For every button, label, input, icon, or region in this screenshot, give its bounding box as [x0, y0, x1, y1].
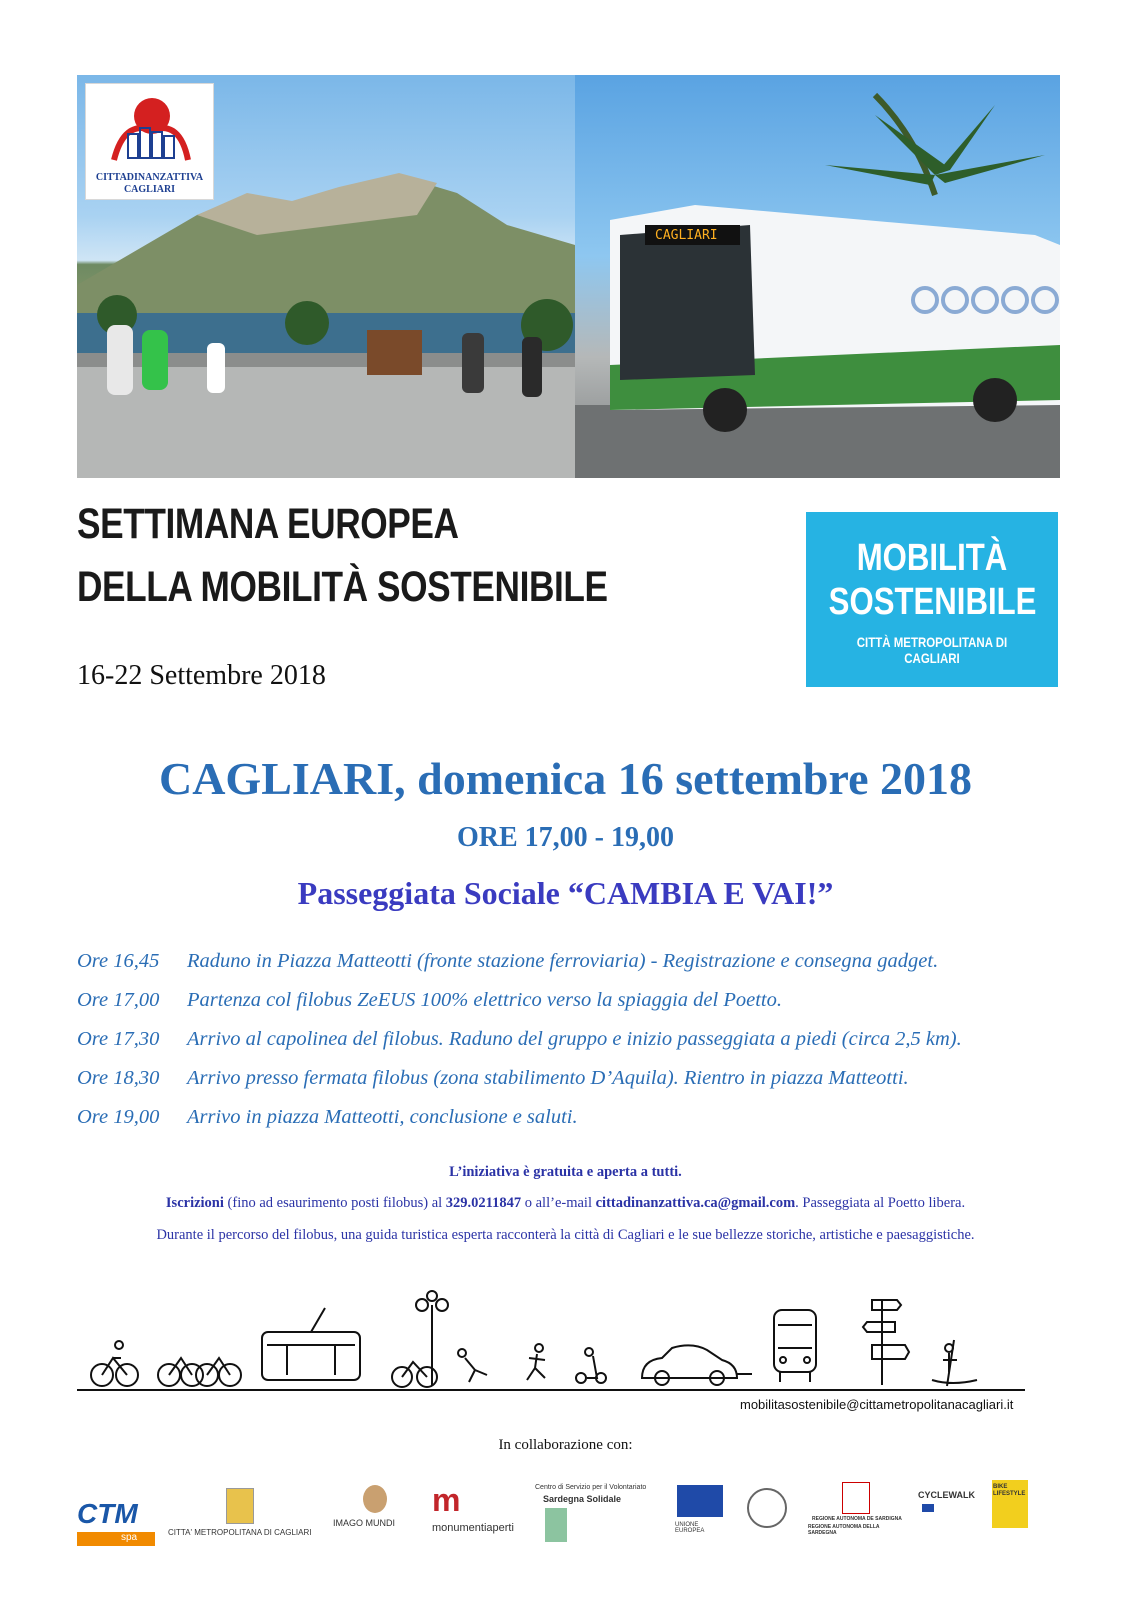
registration-email[interactable]: cittadinanzattiva.ca@gmail.com: [595, 1195, 796, 1211]
cittadinanzattiva-logo: [85, 83, 214, 200]
registration-text-3: . Passeggiata al Poetto libera.: [795, 1195, 966, 1211]
signpost-icon: [863, 1300, 909, 1385]
tandem-bicycles-icon: [158, 1358, 241, 1386]
sardegna-solidale-logo: Centro di Servizio per il Volontariato Sardegna Solidale: [535, 1480, 655, 1550]
sardinia-icon: [545, 1508, 567, 1542]
seafront-photo: [77, 75, 575, 478]
event-title-line1: SETTIMANA EUROPEA: [77, 500, 459, 548]
italy-emblem-logo: [745, 1480, 785, 1550]
event-dates: 16-22 Settembre 2018: [77, 660, 326, 691]
event-title-line2: DELLA MOBILITÀ SOSTENIBILE: [77, 563, 608, 611]
trolleybus-photo: [575, 75, 1060, 478]
ctm-logo: CTM spa: [77, 1480, 155, 1550]
guide-info: Durante il percorso del filobus, una guida turistica esperta racconterà la città di Cagliari e le sue bellezze storiche, artistiche e paesaggistiche.: [156, 1227, 975, 1243]
schedule-time: Ore 17,30: [77, 1028, 160, 1050]
schedule-item: [77, 950, 1117, 989]
electric-car-icon: [642, 1345, 752, 1385]
cyclewalk-logo: CYCLEWALK: [918, 1480, 978, 1550]
republic-emblem-icon: [747, 1488, 787, 1528]
bike-streetlamp-icon: [392, 1291, 448, 1387]
badge-subtitle: CITTÀ METROPOLITANA DI CAGLIARI: [856, 634, 1008, 666]
logo-text: CITTADINANZATTIVA CAGLIARI: [95, 172, 204, 195]
schedule-text: Arrivo al capolinea del filobus. Raduno del gruppo e inizio passeggiata a piedi (circa 2,5 km).: [187, 1028, 962, 1050]
schedule-text: Partenza col filobus ZeEUS 100% elettrico verso la spiaggia del Poetto.: [187, 989, 782, 1011]
eu-flag-small-icon: [922, 1504, 934, 1512]
mobilita-sostenibile-badge: [806, 512, 1058, 687]
schedule-time: Ore 17,00: [77, 989, 160, 1011]
schedule-item: [77, 989, 1117, 1028]
collaboration-label: In collaborazione con:: [498, 1437, 633, 1453]
coat-of-arms-icon: [226, 1488, 254, 1524]
badge-line2: SOSTENIBILE: [828, 581, 1037, 623]
eu-flag-icon: [677, 1485, 723, 1517]
schedule-item: [77, 1028, 1117, 1067]
svg-text:CAGLIARI: CAGLIARI: [655, 228, 718, 243]
trolleybus-illustration: [575, 75, 1060, 478]
regione-sardegna-logo: REGIONE AUTONOMA DE SARDIGNA REGIONE AUTONOMA DELLA SARDEGNA: [808, 1480, 908, 1550]
bike-lifestyle-logo: BIKE LIFESTYLE: [992, 1480, 1030, 1550]
badge-line1: MOBILITÀ: [856, 537, 1008, 579]
schedule-text: Arrivo in piazza Matteotti, conclusione e saluti.: [187, 1106, 578, 1128]
schedule-item: [77, 1106, 1117, 1145]
schedule-time: Ore 19,00: [77, 1106, 160, 1128]
schedule-item: [77, 1067, 1117, 1106]
tram-icon: [262, 1308, 360, 1380]
runner-icon: [527, 1344, 545, 1380]
hero-photos: [77, 75, 1060, 478]
bus-icon: [774, 1310, 816, 1382]
paddleboard-icon: [932, 1340, 977, 1386]
icon-strip-baseline: [77, 1389, 1025, 1391]
schedule-list: [77, 950, 1117, 1145]
imago-mundi-logo: IMAGO MUNDI: [333, 1480, 418, 1550]
mobility-icon-strip: [77, 1290, 1037, 1390]
registration-text-2: o all’e-mail: [521, 1195, 596, 1211]
event-hours: ORE 17,00 - 19,00: [457, 822, 674, 853]
skater-icon: [458, 1349, 487, 1382]
eu-logo: UNIONE EUROPEA: [675, 1480, 725, 1550]
four-moors-icon: [842, 1482, 870, 1514]
face-icon: [363, 1485, 387, 1513]
logo-emblem: [104, 90, 196, 170]
monumenti-m-icon: m: [432, 1482, 461, 1518]
citta-metropolitana-logo: CITTA' METROPOLITANA DI CAGLIARI: [168, 1480, 323, 1550]
registration-label: Iscrizioni: [165, 1195, 224, 1211]
schedule-text: Arrivo presso fermata filobus (zona stabilimento D’Aquila). Rientro in piazza Matteotti.: [187, 1067, 909, 1089]
event-city-date: CAGLIARI, domenica 16 settembre 2018: [158, 753, 973, 804]
schedule-text: Raduno in Piazza Matteotti (fronte stazione ferroviaria) - Registrazione e consegna gadget.: [187, 950, 939, 972]
walk-title: Passeggiata Sociale “CAMBIA E VAI!”: [297, 875, 834, 911]
registration-text: (fino ad esaurimento posti filobus) al: [223, 1195, 446, 1211]
free-notice: L’iniziativa è gratuita e aperta a tutti.: [449, 1164, 682, 1180]
bicycle-icon: [91, 1341, 138, 1386]
schedule-time: Ore 16,45: [77, 950, 160, 972]
registration-info: [0, 1195, 1131, 1212]
schedule-time: Ore 18,30: [77, 1067, 160, 1089]
contact-email[interactable]: mobilitasostenibile@cittametropolitanacagliari.it: [740, 1397, 1014, 1412]
registration-phone[interactable]: 329.0211847: [445, 1195, 522, 1211]
scooter-icon: [576, 1348, 606, 1383]
monumenti-aperti-logo: m monumentiaperti: [432, 1482, 514, 1534]
